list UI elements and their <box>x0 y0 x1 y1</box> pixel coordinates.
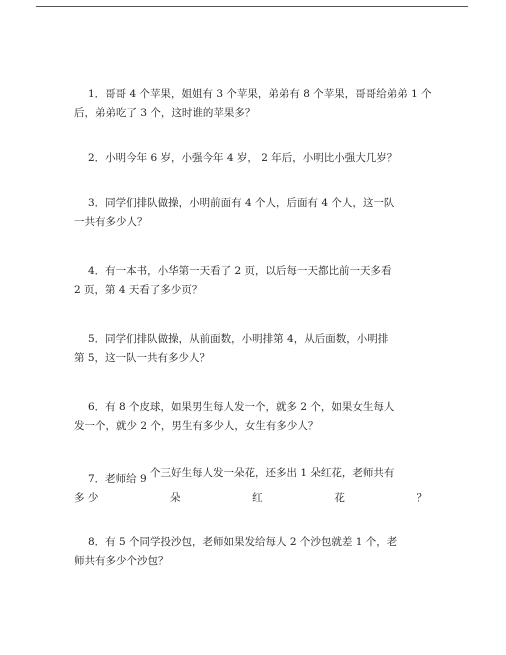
question-text-line: 6．有 8 个皮球，如果男生每人发一个，就多 2 个，如果女生每人 <box>88 401 395 413</box>
question-2 <box>74 149 434 168</box>
top-rule <box>36 6 468 7</box>
question-text-line: 师共有多少个沙包？ <box>74 555 169 567</box>
question-text-part: 朵 <box>170 492 181 504</box>
question-text-line: 2 页，第 4 天看了多少页？ <box>74 284 203 296</box>
question-5 <box>74 330 434 368</box>
question-text-line: 3．同学们排队做操，小明前面有 4 个人，后面有 4 个人，这一队 <box>88 197 395 209</box>
question-text-part: 多 少 <box>74 492 99 504</box>
question-text-line <box>74 467 434 489</box>
question-text-part: 花 <box>334 492 345 504</box>
question-text-line: 一共有多少人？ <box>74 216 148 228</box>
question-1 <box>74 85 434 123</box>
question-text-line: 8．有 5 个同学投沙包，老师如果发给每人 2 个沙包就差 1 个，老 <box>88 536 398 548</box>
question-text-part: 红 <box>252 492 263 504</box>
question-7 <box>74 467 434 508</box>
question-6 <box>74 398 434 436</box>
question-text-line: 后，弟弟吃了 3 个，这时谁的苹果多？ <box>74 107 256 119</box>
question-text-part: 7．老师给 9 <box>88 473 147 485</box>
question-text-part: ？ <box>416 492 427 504</box>
question-text-line: 4．有一本书，小华第一天看了 2 页，以后每一天都比前一天多看 <box>88 265 392 277</box>
question-text-line: 发一个，就少 2 个，男生有多少人，女生有多少人？ <box>74 420 319 432</box>
question-8 <box>74 533 434 571</box>
question-3 <box>74 194 434 232</box>
question-text-line: 第 5，这一队一共有多少人？ <box>74 352 211 364</box>
question-text-part: 个三好生每人发一朵花，还多出 1 朵红花，老师共有 <box>150 467 395 479</box>
question-4 <box>74 262 434 300</box>
question-text-line <box>74 489 427 508</box>
question-text-line: 1．哥哥 4 个苹果，姐姐有 3 个苹果，弟弟有 8 个苹果，哥哥给弟弟 1 个 <box>88 88 432 100</box>
question-text-line: 5．同学们排队做操，从前面数，小明排第 4，从后面数，小明排 <box>88 333 389 345</box>
question-text-line: 2．小明今年 6 岁，小强今年 4 岁， 2 年后，小明比小强大几岁？ <box>88 152 398 164</box>
